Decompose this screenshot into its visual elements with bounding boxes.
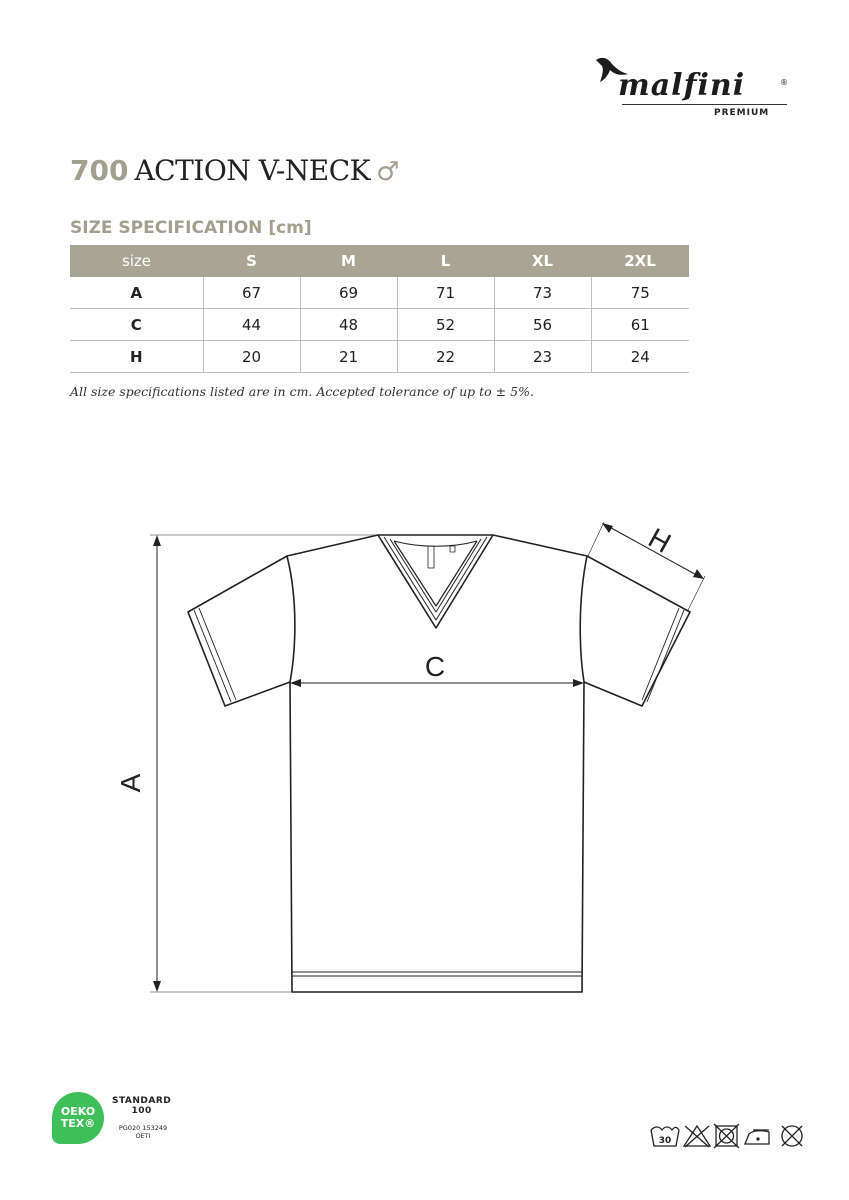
dimension-label-h: H [643,521,677,559]
table-cell: 52 [397,309,494,341]
table-cell: 20 [203,341,300,373]
oeko-standard [112,1096,171,1116]
column-header: XL [494,245,591,277]
brand-registered-mark: ® [780,78,788,87]
no-tumble-dry-icon [714,1124,739,1148]
product-code: 700 [70,154,129,187]
tshirt-diagram [0,500,849,1020]
column-header: L [397,245,494,277]
table-row [70,277,689,309]
dimension-label-c: C [424,651,446,682]
brand-name: malfini [618,68,746,103]
care-symbols [650,1122,810,1150]
row-label: C [70,309,203,341]
table-cell: 48 [300,309,397,341]
oeko-badge-line2: TEX® [60,1117,96,1130]
table-row [70,341,689,373]
oeko-standard-line1: STANDARD [112,1096,172,1106]
column-header: M [300,245,397,277]
oeko-number-line2: OETI [135,1132,151,1140]
table-cell: 71 [397,277,494,309]
table-header-row [70,245,689,277]
size-spec-heading: SIZE SPECIFICATION [cm] [70,218,312,238]
table-cell: 21 [300,341,397,373]
product-name: ACTION V-NECK [134,154,371,187]
gender-icon: ♂ [376,157,400,187]
column-header: S [203,245,300,277]
row-label: H [70,341,203,373]
oeko-number-line1: PG020 153249 [118,1124,168,1132]
logo-underline [622,104,787,105]
column-header: size [70,245,203,277]
no-dry-clean-icon [782,1126,802,1146]
table-cell: 67 [203,277,300,309]
product-title [70,154,399,187]
oeko-standard-line2: 100 [131,1106,152,1116]
wash-temp: 30 [658,1136,672,1146]
tshirt-outline-icon [188,535,690,992]
oeko-tex-certification [52,1092,182,1152]
table-cell: 23 [494,341,591,373]
brand-logo [592,52,792,122]
no-bleach-icon [684,1126,710,1147]
table-row [70,309,689,341]
table-cell: 22 [397,341,494,373]
dimension-label-a: A [115,773,146,793]
iron-low-icon [745,1130,769,1144]
brand-tagline: PREMIUM [714,108,770,118]
table-cell: 75 [591,277,689,309]
table-cell: 73 [494,277,591,309]
size-table [70,245,689,373]
table-cell: 61 [591,309,689,341]
table-cell: 44 [203,309,300,341]
table-cell: 69 [300,277,397,309]
oeko-number [112,1124,174,1140]
row-label: A [70,277,203,309]
column-header: 2XL [591,245,689,277]
oeko-badge-line1: OEKO [60,1105,96,1118]
wash-30-icon [651,1127,679,1146]
table-cell: 56 [494,309,591,341]
oeko-tex-badge [52,1092,104,1144]
table-cell: 24 [591,341,689,373]
tolerance-note: All size specifications listed are in cm. Accepted tolerance of up to ± 5%. [70,384,534,399]
